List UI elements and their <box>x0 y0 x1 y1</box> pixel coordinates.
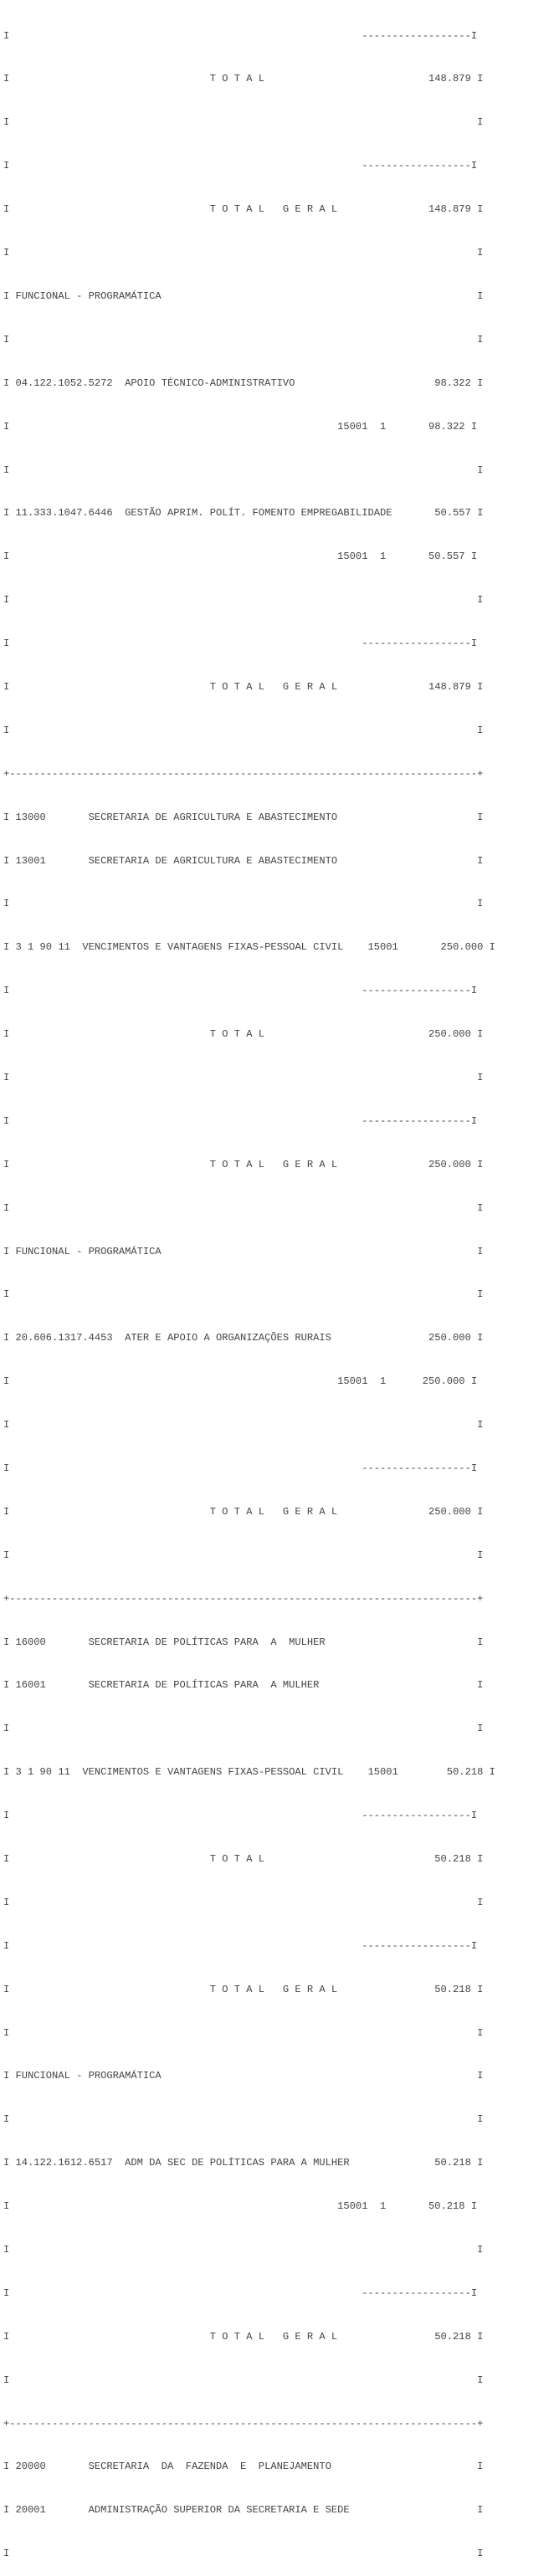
report-line: I I <box>3 724 484 736</box>
report-line: I I <box>3 1201 484 1214</box>
report-line: I T O T A L G E R A L 148.879 I <box>3 680 484 693</box>
report-line: I FUNCIONAL - PROGRAMÁTICA I <box>3 1245 484 1257</box>
report-line: I I <box>3 2374 484 2386</box>
report-line: I 14.122.1612.6517 ADM DA SEC DE POLÍTICAS PARA A MULHER 50.218 I <box>3 2157 484 2169</box>
report-line: I 13001 SECRETARIA DE AGRICULTURA E ABASTECIMENTO I <box>3 854 484 867</box>
report-line: I ------------------I <box>3 638 478 650</box>
report-line: I T O T A L G E R A L 50.218 I <box>3 1983 484 1995</box>
report-line: I 15001 1 250.000 I <box>3 1375 478 1388</box>
report-line: I FUNCIONAL - PROGRAMÁTICA I <box>3 289 484 302</box>
report-line: I I <box>3 2548 484 2560</box>
report-line: +-----------------------------------------------------------------------------+ <box>3 2417 484 2430</box>
report-line: I 3 1 90 11 VENCIMENTOS E VANTAGENS FIXAS-PESSOAL CIVIL 15001 50.218 I <box>3 1766 495 1779</box>
report-line: I 16000 SECRETARIA DE POLÍTICAS PARA A MULHER I <box>3 1636 484 1648</box>
report-line: I I <box>3 594 484 607</box>
report-line: I I <box>3 247 484 259</box>
report-line: I ------------------I <box>3 29 478 42</box>
report-line: I T O T A L G E R A L 148.879 I <box>3 203 484 216</box>
report-line: I T O T A L G E R A L 50.218 I <box>3 2330 484 2343</box>
report-line: I I <box>3 333 484 346</box>
report-line: +-----------------------------------------------------------------------------+ <box>3 767 484 780</box>
budget-report-listing <box>3 0 495 2576</box>
report-line: I 15001 1 50.218 I <box>3 2200 478 2213</box>
report-line: I I <box>3 2026 484 2039</box>
report-line: I I <box>3 898 484 910</box>
report-line: I I <box>3 2244 484 2256</box>
report-line: I 20000 SECRETARIA DA FAZENDA E PLANEJAMENTO I <box>3 2461 484 2473</box>
report-line: +-----------------------------------------------------------------------------+ <box>3 1592 484 1605</box>
report-line: I I <box>3 1896 484 1908</box>
report-line: I FUNCIONAL - PROGRAMÁTICA I <box>3 2070 484 2082</box>
report-line: I 20.606.1317.4453 ATER E APOIO A ORGANIZAÇÕES RURAIS 250.000 I <box>3 1332 484 1344</box>
report-line: I ------------------I <box>3 160 478 172</box>
report-line: I 04.122.1052.5272 APOIO TÉCNICO-ADMINISTRATIVO 98.322 I <box>3 376 484 389</box>
report-line: I I <box>3 1723 484 1735</box>
report-line: I 15001 1 50.557 I <box>3 551 478 563</box>
report-line: I T O T A L G E R A L 250.000 I <box>3 1505 484 1518</box>
report-line: I ------------------I <box>3 2287 478 2299</box>
report-line: I T O T A L 50.218 I <box>3 1853 484 1865</box>
report-line: I I <box>3 2113 484 2126</box>
report-line: I I <box>3 1071 484 1083</box>
report-line: I T O T A L 148.879 I <box>3 73 484 85</box>
report-line: I ------------------I <box>3 985 478 997</box>
report-line: I I <box>3 463 484 476</box>
report-line: I ------------------I <box>3 1462 478 1474</box>
report-line: I 3 1 90 11 VENCIMENTOS E VANTAGENS FIXAS-PESSOAL CIVIL 15001 250.000 I <box>3 941 495 954</box>
report-line: I 13000 SECRETARIA DE AGRICULTURA E ABASTECIMENTO I <box>3 811 484 823</box>
report-line: I I <box>3 116 484 129</box>
report-line: I 20001 ADMINISTRAÇÃO SUPERIOR DA SECRETARIA E SEDE I <box>3 2504 484 2517</box>
report-line: I I <box>3 1549 484 1561</box>
report-line: I ------------------I <box>3 1114 478 1127</box>
report-line: I T O T A L G E R A L 250.000 I <box>3 1158 484 1170</box>
report-line: I ------------------I <box>3 1939 478 1952</box>
report-line: I I <box>3 1419 484 1431</box>
report-line: I T O T A L 250.000 I <box>3 1028 484 1041</box>
report-line: I I <box>3 1288 484 1301</box>
report-line: I 15001 1 98.322 I <box>3 420 478 433</box>
report-line: I ------------------I <box>3 1810 478 1822</box>
report-line: I 11.333.1047.6446 GESTÃO APRIM. POLÍT. FOMENTO EMPREGABILIDADE 50.557 I <box>3 507 484 520</box>
report-line: I 16001 SECRETARIA DE POLÍTICAS PARA A MULHER I <box>3 1679 484 1692</box>
